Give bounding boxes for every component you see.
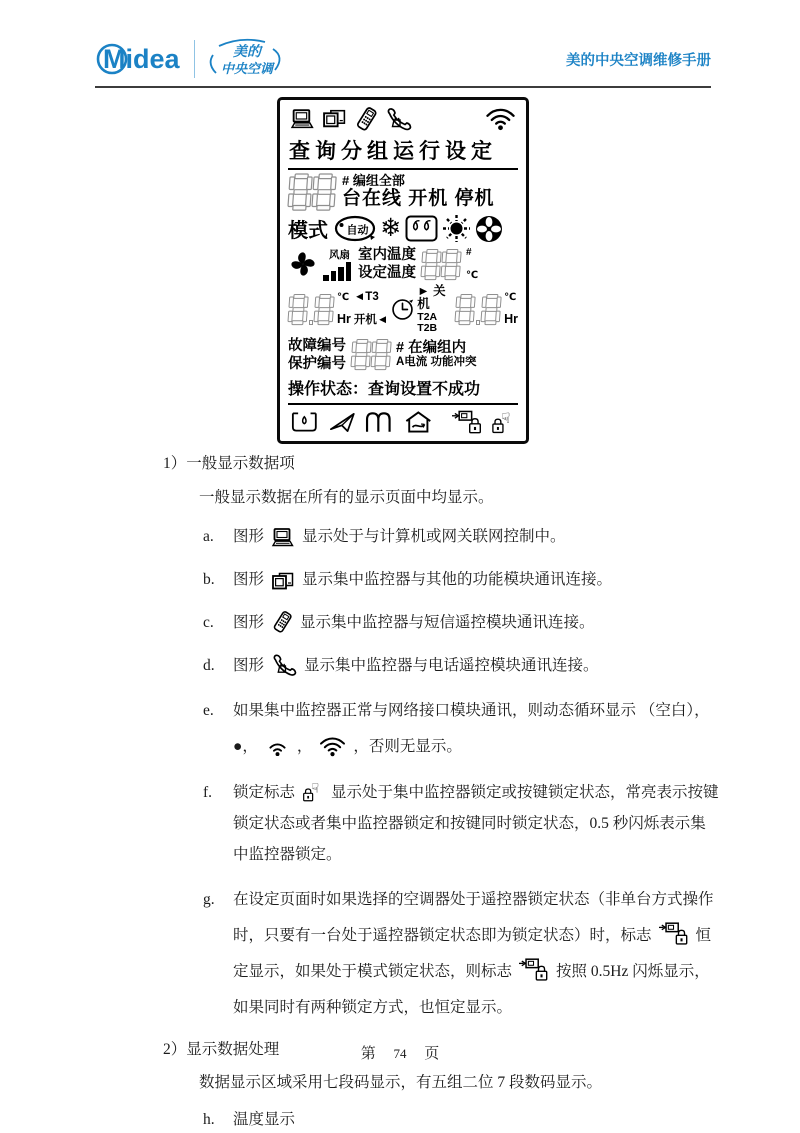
- section2-title: 2）显示数据处理: [163, 1040, 280, 1058]
- remote-lock-icon: [452, 409, 483, 435]
- t2-labels: ► 关机 T2A T2B: [417, 284, 446, 334]
- page-header: [95, 34, 711, 84]
- section1-title: 1）一般显示数据项: [163, 455, 295, 472]
- item-text: 如果集中监控器正常与网络接口模块通讯，则动态循环显示 （空白），●， ， ，否则无显示。: [233, 701, 710, 755]
- keypress-lock-icon: [302, 780, 324, 803]
- fault-labels: 故障编号 保护编号: [288, 337, 346, 372]
- lcd-status-row: [288, 376, 518, 405]
- item-text: 图形 显示集中监控器与电话遥控模块通讯连接。: [233, 650, 720, 681]
- item-list: [203, 521, 720, 1026]
- section1-intro: 一般显示数据在所有的显示页面中均显示。: [199, 488, 494, 506]
- list-item-a: [203, 521, 720, 552]
- midea-circle-icon: [95, 42, 129, 76]
- modules-icon: [271, 572, 295, 590]
- heater-coil-icon: [365, 410, 394, 433]
- lcd-timer-row: [288, 285, 518, 333]
- heat-mode-icon: [442, 214, 471, 243]
- timer-right-units: ℃ Hr: [504, 292, 518, 327]
- list-item-d: [203, 650, 720, 681]
- computer-icon: [290, 109, 315, 129]
- logo-divider: [194, 40, 195, 78]
- section2-intro: 数据显示区域采用七段码显示，有五组二位 7 段数码显示。: [199, 1074, 603, 1092]
- fault-digits: [351, 338, 391, 371]
- temperature-labels: 室内温度 设定温度: [358, 247, 416, 282]
- lcd-fan-temp-row: [288, 246, 518, 282]
- lcd-group-row: [288, 173, 518, 211]
- page-number: 74: [393, 1046, 407, 1061]
- modules-icon: [322, 109, 347, 128]
- mobile-phone-icon: [271, 611, 293, 633]
- list-item-h: [203, 1108, 720, 1133]
- item-label: b.: [203, 570, 215, 588]
- item-text: 在设定页面时如果选择的空调器处于遥控器锁定状态（非单台方式操作时，只要有一台处于遥控器锁定状态即为锁定状态）时，标志 恒定显示，如果处于模式锁定状态，则标志 按照 0.5Hz 闪烁显示，如果同时有两种锁定方式，也恒定显示。: [233, 890, 714, 1016]
- midea-logo: [95, 37, 289, 81]
- item-text: 图形 显示处于与计算机或网关联网控制中。: [233, 527, 566, 545]
- lcd-mode-row: [288, 214, 518, 243]
- item-text: 图形 显示集中监控器与短信遥控模块通讯连接。: [233, 607, 720, 638]
- t3-labels: ◄T3 开机◄: [353, 291, 389, 327]
- item-label: e.: [203, 701, 214, 719]
- lcd-title: 查询分组运行设定: [288, 135, 518, 170]
- lcd-fault-row: [288, 337, 518, 373]
- wifi-icon: [485, 106, 516, 131]
- telephone-icon: [271, 653, 297, 676]
- item-label: d.: [203, 656, 215, 674]
- group-digits: [288, 173, 336, 211]
- timer-right-digits: [455, 293, 501, 326]
- temperature-units: # ℃: [466, 247, 479, 282]
- fan-speed-indicator: [323, 247, 351, 281]
- fan-mode-icon: [475, 215, 503, 243]
- list-item-g: [203, 882, 720, 1026]
- computer-icon: [271, 528, 295, 547]
- page-footer: [0, 1042, 800, 1063]
- item-text: 温度显示: [233, 1111, 296, 1129]
- mobile-phone-icon: [354, 107, 378, 131]
- brand-cn-line2: 中央空调: [220, 61, 273, 76]
- list-item-e: [203, 693, 720, 765]
- item-label: f.: [203, 783, 213, 801]
- header-rule: [95, 86, 711, 88]
- body-text: [163, 452, 720, 1133]
- fault-right-labels: # 在编组内 A电流 功能冲突: [396, 339, 477, 369]
- dehumidify-icon: [405, 215, 438, 242]
- wifi-full-icon: [319, 735, 346, 757]
- item-label: h.: [203, 1111, 215, 1129]
- status-value: 查询设置不成功: [368, 380, 481, 398]
- lcd-display-diagram: [277, 97, 529, 444]
- timer-left-units: ℃ Hr: [337, 292, 351, 327]
- list-item-b: [203, 564, 720, 595]
- status-label: 操作状态：: [288, 380, 369, 398]
- list-item-c: [203, 607, 720, 638]
- telephone-icon: [385, 106, 412, 131]
- fan-speed-bars: [323, 262, 351, 281]
- brand-wordmark: Midea: [103, 43, 180, 74]
- keypress-lock-icon: [491, 409, 516, 435]
- mode-label: 模式: [288, 220, 328, 243]
- group-labels: # 编组全部 台在线 开机 停机: [342, 173, 495, 209]
- brand-chinese-script: [207, 37, 289, 81]
- document-title: 美的中央空调维修手册: [566, 52, 711, 69]
- fan-blades-icon: [288, 249, 318, 279]
- remote-lock-icon: [519, 957, 549, 982]
- brand-cn-line1: 美的: [232, 43, 261, 59]
- lcd-comm-icon-row: [288, 105, 518, 132]
- page-label-pre: 第: [360, 1046, 376, 1062]
- item-text: 图形 显示集中监控器与其他的功能模块通讯连接。: [233, 570, 613, 588]
- wifi-weak-icon: [265, 736, 290, 757]
- snowflake-icon: ❄: [380, 214, 401, 243]
- temperature-digits: [421, 248, 461, 281]
- page-label-post: 页: [424, 1046, 440, 1062]
- water-tank-icon: [290, 410, 319, 434]
- remote-lock-icon: [659, 921, 689, 946]
- item-label: g.: [203, 890, 215, 908]
- item-label: a.: [203, 527, 214, 545]
- lcd-function-icon-row: [288, 408, 518, 437]
- clock-icon: [391, 296, 414, 323]
- item-text: 锁定标志 显示处于集中监控器锁定或按键锁定状态，常亮表示按键锁定状态或者集中监控器锁定和按键同时锁定状态，0.5 秒闪烁表示集中监控器锁定。: [233, 777, 720, 870]
- fresh-air-house-icon: [403, 409, 434, 435]
- swing-icon: [328, 410, 357, 434]
- fan-label: 风扇: [329, 249, 350, 262]
- auto-mode-text: 自动: [346, 224, 369, 237]
- list-item-f: [203, 777, 720, 870]
- timer-left-digits: [288, 293, 334, 326]
- auto-mode-icon: [334, 215, 376, 242]
- item-label: c.: [203, 613, 214, 631]
